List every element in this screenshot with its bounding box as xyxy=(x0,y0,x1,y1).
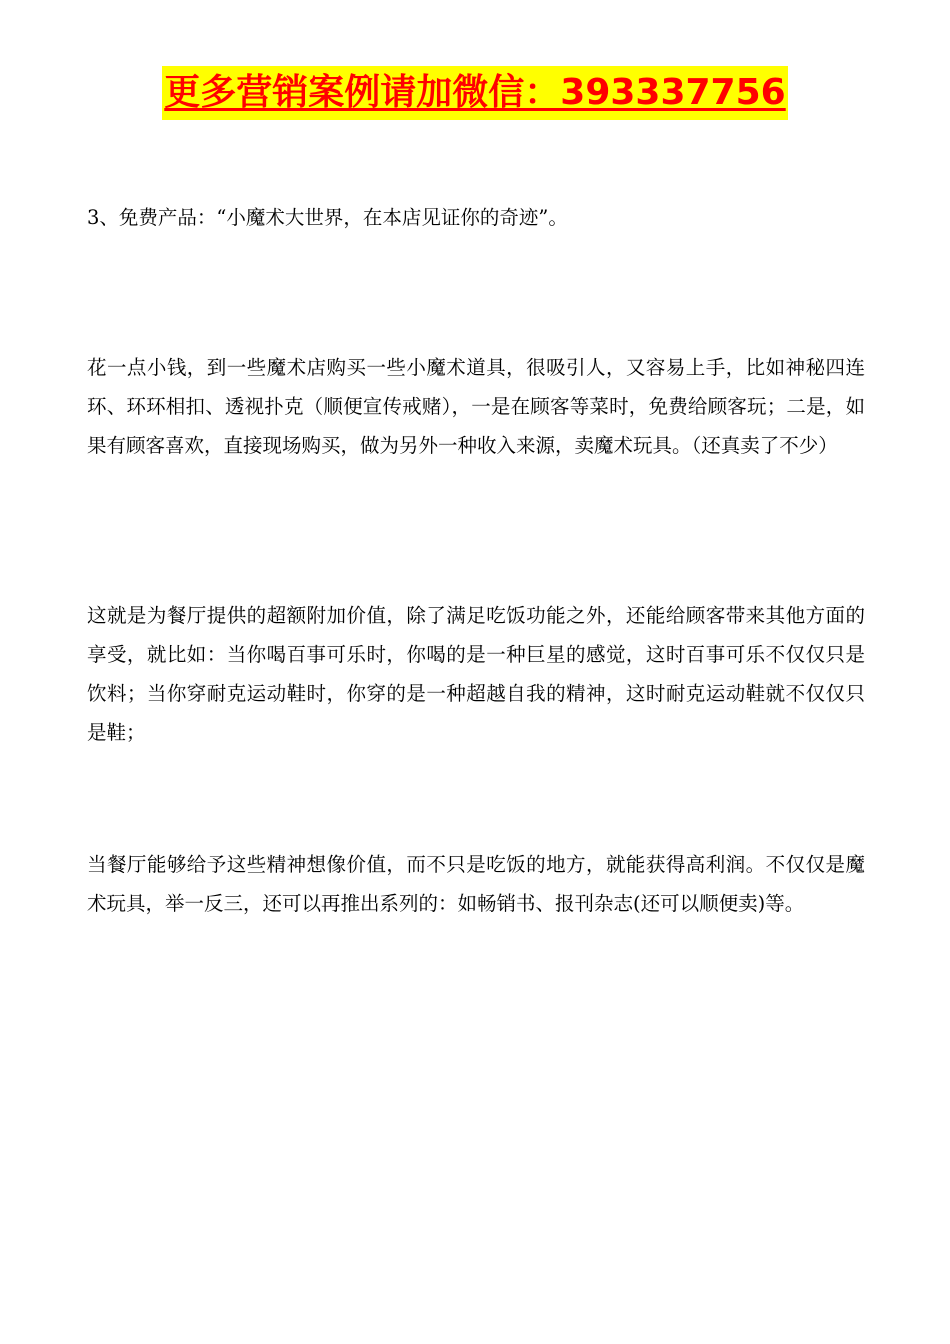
promo-banner-container xyxy=(0,66,950,120)
promo-banner: 更多营销案例请加微信：393337756 xyxy=(162,66,787,120)
paragraph-1: 花一点小钱，到一些魔术店购买一些小魔术道具，很吸引人，又容易上手，比如神秘四连环、环环相扣、透视扑克（顺便宣传戒赌），一是在顾客等菜时，免费给顾客玩；二是，如果有顾客喜欢，直接现场购买，做为另外一种收入来源，卖魔术玩具。（还真卖了不少） xyxy=(87,356,865,457)
paragraph-2: 这就是为餐厅提供的超额附加价值，除了满足吃饭功能之外，还能给顾客带来其他方面的享受，就比如：当你喝百事可乐时，你喝的是一种巨星的感觉，这时百事可乐不仅仅只是饮料；当你穿耐克运动鞋时，你穿的是一种超越自我的精神，这时耐克运动鞋就不仅仅只是鞋； xyxy=(87,604,865,744)
paragraph-3: 当餐厅能够给予这些精神想像价值，而不只是吃饭的地方，就能获得高利润。不仅仅是魔术玩具，举一反三，还可以再推出系列的：如畅销书、报刊杂志(还可以顺便卖)等。 xyxy=(87,853,865,915)
section-heading: 3、免费产品：“小魔术大世界，在本店见证你的奇迹”。 xyxy=(87,206,568,229)
